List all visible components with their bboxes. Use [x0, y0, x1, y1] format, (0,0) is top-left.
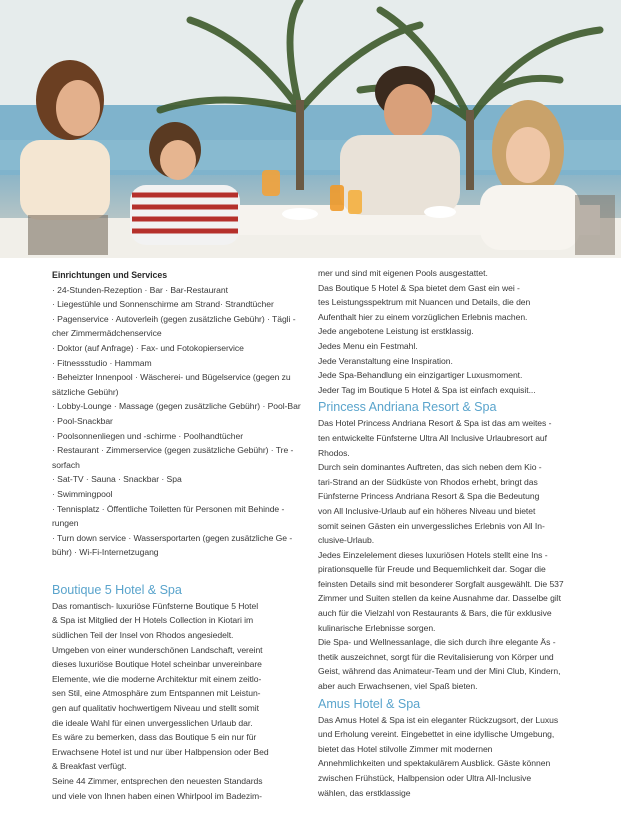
- boutique-hotel-title: Boutique 5 Hotel & Spa: [52, 582, 182, 597]
- paragraph-line: Das Amus Hotel & Spa ist ein eleganter Rückzugsort, der Luxus: [318, 714, 559, 725]
- paragraph-line: ten entwickelte Fünfsterne Ultra All Inclusive Urlaubresort auf: [318, 432, 547, 443]
- paragraph-line: Jedes Einzelelement dieses luxuriösen Hotels stellt eine Ins -: [318, 549, 548, 560]
- paragraph-line: Aufenthalt hier zu einem vorzüglichen Erlebnis machen.: [318, 311, 528, 322]
- paragraph-line: somit seinen Gästen ein unvergessliches Erlebnis von All In-: [318, 520, 545, 531]
- services-line: bühr) · Wi-Fi-Internetzugang: [52, 547, 159, 558]
- services-line: · Liegestühle und Sonnenschirme am Strand· Strandtücher: [52, 299, 274, 310]
- boutique-description-continued: [318, 266, 576, 397]
- right-column: [318, 266, 576, 800]
- paragraph-line: Geist, während das Animateur-Team und der Mini Club, Kindern,: [318, 666, 561, 677]
- services-line: · Poolsonnenliegen und -schirme · Poolhandtücher: [52, 430, 244, 441]
- services-line: cher Zimmermädchenservice: [52, 328, 162, 339]
- hotel-breakfast-photo: [0, 0, 621, 258]
- princess-hotel-title: Princess Andriana Resort & Spa: [318, 400, 497, 415]
- paragraph-line: Zimmer und Suiten stellen da keine Ausnahme dar. Dasselbe gilt: [318, 593, 561, 604]
- paragraph-line: wählen, das erstklassige: [318, 787, 411, 798]
- paragraph-line: clusive-Urlaub.: [318, 535, 375, 546]
- services-line: · Lobby-Lounge · Massage (gegen zusätzliche Gebühr) · Pool-Bar: [52, 401, 301, 412]
- paragraph-line: gen auf qualitativ hochwertigem Niveau und stellt somit: [52, 703, 259, 714]
- amus-description: [318, 713, 576, 801]
- services-heading: Einrichtungen und Services: [52, 270, 168, 280]
- services-line: · Tennisplatz · Öffentliche Toiletten für Personen mit Behinde -: [52, 503, 285, 514]
- boutique-description: [52, 599, 306, 803]
- paragraph-line: pirationsquelle für Freude und Bequemlichkeit dar. Sogar die: [318, 564, 546, 575]
- paragraph-line: Elemente, wie die moderne Architektur mit einem zeitlo-: [52, 673, 262, 684]
- princess-description: [318, 416, 576, 693]
- hotel-breakfast-photo-icon: [0, 0, 621, 258]
- services-line: sätzliche Gebühr): [52, 386, 119, 397]
- services-line: · Beheizter Innenpool · Wäscherei- und Bügelservice (gegen zu: [52, 372, 291, 383]
- paragraph-line: & Breakfast verfügt.: [52, 761, 127, 772]
- left-column: [52, 266, 306, 803]
- services-line: · 24-Stunden-Rezeption · Bar · Bar-Restaurant: [52, 284, 228, 295]
- paragraph-line: auch für die Vielzahl von Restaurants & Bars, die für exklusive: [318, 608, 552, 619]
- services-line: · Turn down service · Wassersportarten (gegen zusätzliche Ge -: [52, 532, 293, 543]
- paragraph-line: und Erholung vereint. Eingebettet in eine idyllische Umgebung,: [318, 729, 555, 740]
- services-line: · Pagenservice · Autoverleih (gegen zusätzliche Gebühr) · Tägli -: [52, 313, 296, 324]
- services-line: · Doktor (auf Anfrage) · Fax- und Fotokopierservice: [52, 342, 244, 353]
- paragraph-line: südlichen Teil der Insel von Rhodos angesiedelt.: [52, 630, 234, 641]
- paragraph-line: Jedes Menu ein Festmahl.: [318, 340, 418, 351]
- paragraph-line: sen Stil, eine Atmosphäre zum Entspannen mit Leistun-: [52, 688, 261, 699]
- paragraph-line: tari-Strand an der Südküste von Rhodos erhebt, bringt das: [318, 476, 538, 487]
- paragraph-line: Jede angebotene Leistung ist erstklassig.: [318, 326, 474, 337]
- paragraph-line: Annehmlichkeiten und spektakulärem Ausblick. Gäste können: [318, 758, 551, 769]
- paragraph-line: Durch sein dominantes Auftreten, das sich neben dem Kio -: [318, 462, 542, 473]
- paragraph-line: & Spa ist Mitglied der H Hotels Collection in Kiotari im: [52, 615, 254, 626]
- paragraph-line: die ideale Wahl für einen unvergesslichen Urlaub dar.: [52, 717, 253, 728]
- paragraph-line: Jede Veranstaltung eine Inspiration.: [318, 355, 453, 366]
- paragraph-line: aber auch Erwachsenen, viel Spaß bieten.: [318, 681, 478, 692]
- paragraph-line: Das Boutique 5 Hotel & Spa bietet dem Gast ein wei -: [318, 282, 520, 293]
- paragraph-line: thetik auszeichnet, sorgt für die Revitalisierung von Körper und: [318, 651, 554, 662]
- paragraph-line: Jede Spa-Behandlung ein einzigartiger Luxusmoment.: [318, 370, 523, 381]
- paragraph-line: feinsten Details sind mit besonderer Sorgfalt ausgewählt. Die 537: [318, 578, 564, 589]
- paragraph-line: tes Leistungsspektrum mit Nuancen und Details, die den: [318, 297, 531, 308]
- services-line: · Restaurant · Zimmerservice (gegen zusätzliche Gebühr) · Tre -: [52, 445, 294, 456]
- services-line: · Pool-Snackbar: [52, 415, 113, 426]
- paragraph-line: und viele von Ihnen haben einen Whirlpool im Badezim-: [52, 790, 262, 801]
- services-list: [52, 283, 306, 560]
- paragraph-line: kulinarische Erlebnisse sorgen.: [318, 622, 436, 633]
- services-line: sorfach: [52, 459, 80, 470]
- paragraph-line: von All Inclusive-Urlaub auf ein höheres Niveau und bietet: [318, 505, 536, 516]
- paragraph-line: Umgeben von einer wunderschönen Landschaft, vereint: [52, 644, 263, 655]
- paragraph-line: dieses luxuriöse Boutique Hotel scheinbar unvereinbare: [52, 659, 262, 670]
- services-line: · Fitnessstudio · Hammam: [52, 357, 152, 368]
- services-line: rungen: [52, 518, 79, 529]
- paragraph-line: Die Spa- und Wellnessanlage, die sich durch ihre elegante Äs -: [318, 637, 556, 648]
- paragraph-line: Es wäre zu bemerken, dass das Boutique 5 ein nur für: [52, 732, 257, 743]
- paragraph-line: Fünfsterne Princess Andriana Resort & Spa die Bedeutung: [318, 491, 540, 502]
- services-line: · Swimmingpool: [52, 488, 113, 499]
- paragraph-line: Rhodos.: [318, 447, 350, 458]
- services-line: · Sat-TV · Sauna · Snackbar · Spa: [52, 474, 182, 485]
- paragraph-line: bietet das Hotel stilvolle Zimmer mit modernen: [318, 743, 493, 754]
- paragraph-line: mer und sind mit eigenen Pools ausgestattet.: [318, 268, 488, 278]
- paragraph-line: Seine 44 Zimmer, entsprechen den neuesten Standards: [52, 776, 263, 786]
- paragraph-line: Jeder Tag im Boutique 5 Hotel & Spa ist einfach exquisit...: [318, 384, 536, 395]
- paragraph-line: Erwachsene Hotel ist und nur über Halbpension oder Bed: [52, 746, 269, 757]
- paragraph-line: zwischen Frühstück, Halbpension oder Ultra All-Inclusive: [318, 773, 532, 783]
- amus-hotel-title: Amus Hotel & Spa: [318, 696, 421, 711]
- paragraph-line: Das romantisch- luxuriöse Fünfsterne Boutique 5 Hotel: [52, 600, 259, 611]
- paragraph-line: Das Hotel Princess Andriana Resort & Spa ist das am weites -: [318, 418, 552, 429]
